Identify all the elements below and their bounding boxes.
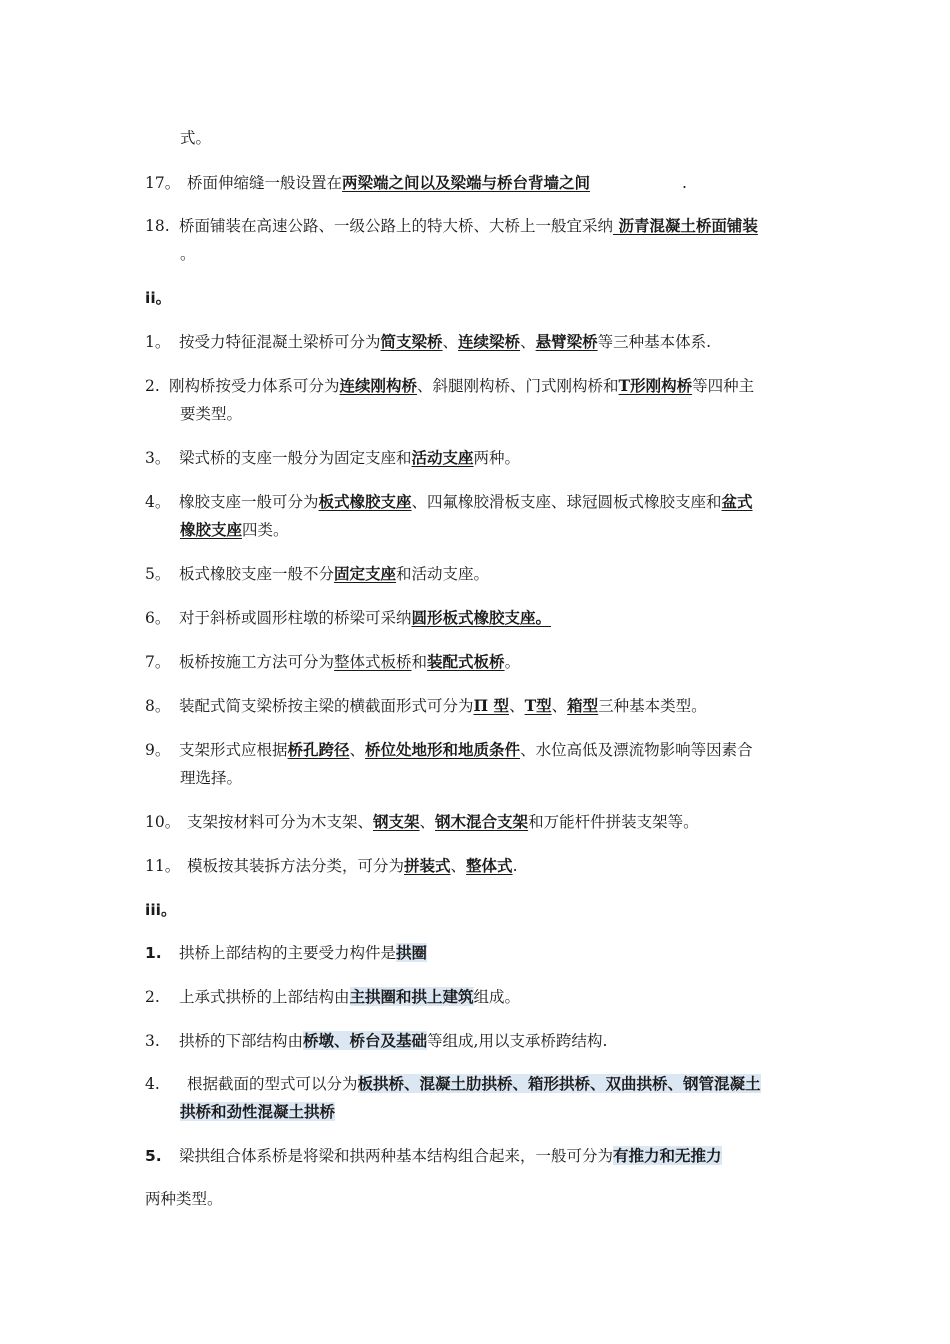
list-item <box>145 1146 722 1166</box>
text: 拱桥的下部结构由 <box>179 1032 304 1050</box>
continuation-line <box>180 520 289 540</box>
highlighted-answer: 板拱桥、混凝土肋拱桥、箱形拱桥、双曲拱桥、钢管混凝土 <box>357 1074 761 1093</box>
answer: T形刚构桥 <box>618 376 693 395</box>
item-number: 7。 <box>145 653 171 671</box>
list-item <box>145 173 687 193</box>
answer: 连续刚构桥 <box>339 376 418 395</box>
list-item <box>145 216 758 236</box>
text: 理选择。 <box>180 769 243 787</box>
text: 橡胶支座一般可分为 <box>179 493 319 511</box>
text: 梁拱组合体系桥是将梁和拱两种基本结构组合起来，一般可分为 <box>179 1147 614 1165</box>
continuation-line <box>145 1189 223 1209</box>
answer: 整体式 <box>466 856 513 875</box>
text: 四类。 <box>242 521 289 539</box>
text: 。 <box>180 245 196 263</box>
continuation-line <box>180 404 242 424</box>
item-number: 2. <box>145 988 160 1006</box>
list-item <box>145 987 520 1007</box>
answer: T型 <box>524 696 552 715</box>
text: 三种基本类型。 <box>598 697 707 715</box>
item-number: 18. <box>145 217 170 235</box>
answer: 板式橡胶支座 <box>318 492 412 511</box>
list-item <box>145 652 520 672</box>
answer: 连续梁桥 <box>458 332 521 351</box>
highlighted-answer: 有推力和无推力 <box>613 1146 722 1165</box>
list-item <box>145 608 551 628</box>
item-number: 5。 <box>145 565 171 583</box>
item-number: 2. <box>145 377 160 395</box>
text: 板桥按施工方法可分为 <box>179 653 335 671</box>
text: 装配式简支梁桥按主梁的横截面形式可分为 <box>179 697 474 715</box>
text: 要类型。 <box>180 405 243 423</box>
answer: 沥青混凝土桥面铺装 <box>613 216 758 235</box>
text: 等四种主 <box>692 377 755 395</box>
item-number: 9。 <box>145 741 171 759</box>
answer: 悬臂梁桥 <box>535 332 598 351</box>
answer: 拼装式 <box>404 856 451 875</box>
text: 板式橡胶支座一般不分 <box>179 565 335 583</box>
text: 、 <box>349 741 366 759</box>
text: 支架形式应根据 <box>179 741 288 759</box>
answer: 简支梁桥 <box>380 332 443 351</box>
list-item <box>145 856 518 876</box>
text: . <box>682 174 687 192</box>
text: 组成。 <box>473 988 521 1006</box>
list-item <box>145 943 427 963</box>
list-item <box>145 492 753 512</box>
list-item <box>145 696 707 716</box>
highlighted-answer: 桥墩、桥台及基础 <box>303 1031 428 1050</box>
item-number: 17。 <box>145 174 181 192</box>
text: 上承式拱桥的上部结构由 <box>179 988 350 1006</box>
answer: 圆形板式橡胶支座。 <box>411 608 552 627</box>
text: 、 <box>520 333 536 351</box>
text: 、四氟橡胶滑板支座、球冠圆板式橡胶支座和 <box>411 493 722 511</box>
text: 支架按材料可分为木支架、 <box>187 813 374 831</box>
text: 、 <box>509 697 525 715</box>
text: 桥面铺装在高速公路、一级公路上的特大桥、大桥上一般宜采纳 <box>179 217 614 235</box>
answer: 活动支座 <box>411 448 474 467</box>
text: 式。 <box>180 129 212 147</box>
section-heading: iii。 <box>145 901 177 919</box>
answer: 整体式板桥 <box>334 653 412 671</box>
item-number: 1. <box>145 944 162 962</box>
list-item <box>145 564 489 584</box>
item-number: 8。 <box>145 697 171 715</box>
text: 梁式桥的支座一般分为固定支座和 <box>179 449 412 467</box>
text: 按受力特征混凝土梁桥可分为 <box>179 333 381 351</box>
item-number: 6。 <box>145 609 171 627</box>
item-number: 4。 <box>145 493 171 511</box>
answer: 桥孔跨径 <box>287 740 350 759</box>
list-item <box>145 376 754 396</box>
highlighted-answer: 拱桥和劲性混凝土拱桥 <box>180 1102 336 1121</box>
text: 和活动支座。 <box>396 565 490 583</box>
text: 和 <box>411 653 428 671</box>
list-item <box>145 448 520 468</box>
text: 模板按其装拆方法分类，可分为 <box>187 857 405 875</box>
answer: 钢支架 <box>373 812 420 831</box>
text: 。 <box>504 653 521 671</box>
text: 等组成,用以支承桥跨结构. <box>427 1032 608 1050</box>
text: 、 <box>442 333 459 351</box>
section-heading: ii。 <box>145 289 172 307</box>
text: 两种。 <box>473 449 521 467</box>
text: 对于斜桥或圆形柱墩的桥梁可采纳 <box>179 609 412 627</box>
text: . <box>512 857 518 875</box>
text: 桥面伸缩缝一般设置在 <box>187 174 343 192</box>
answer: 箱型 <box>567 696 599 715</box>
answer: 两梁端之间以及梁端与桥台背墙之间 <box>342 173 591 192</box>
answer: 桥位处地形和地质条件 <box>365 740 521 759</box>
text: 两种类型。 <box>145 1190 223 1208</box>
answer: 固定支座 <box>334 564 397 583</box>
continuation-line <box>180 768 242 788</box>
text: 、 <box>450 857 467 875</box>
list-item <box>145 332 711 352</box>
text: 等三种基本体系. <box>597 333 712 351</box>
text: 、 <box>551 697 568 715</box>
answer: 钢木混合支架 <box>435 812 529 831</box>
text: 、水位高低及漂流物影响等因素合 <box>520 741 753 759</box>
answer: 橡胶支座 <box>180 520 243 539</box>
item-number: 3. <box>145 1032 160 1050</box>
item-number: 3。 <box>145 449 171 467</box>
text: 根据截面的型式可以分为 <box>187 1075 358 1093</box>
item-number: 11。 <box>145 857 181 875</box>
answer: 盆式 <box>721 492 753 511</box>
list-item <box>145 740 753 760</box>
list-item <box>145 1074 761 1094</box>
continuation-line <box>180 128 211 148</box>
list-item <box>145 812 699 832</box>
continuation-line <box>180 1102 335 1122</box>
text: 刚构桥按受力体系可分为 <box>169 377 340 395</box>
text: 、斜腿刚构桥、门式刚构桥和 <box>417 377 619 395</box>
highlighted-answer: 主拱圈和拱上建筑 <box>349 987 474 1006</box>
continuation-line <box>180 244 196 264</box>
text: 和万能杆件拼装支架等。 <box>528 813 699 831</box>
text: 、 <box>419 813 436 831</box>
answer: Π 型 <box>473 696 510 715</box>
item-number: 4. <box>145 1075 160 1093</box>
item-number: 1。 <box>145 333 171 351</box>
text: 拱桥上部结构的主要受力构件是 <box>179 944 397 962</box>
answer: 装配式板桥 <box>427 652 505 671</box>
item-number: 10。 <box>145 813 181 831</box>
list-item <box>145 1031 607 1051</box>
item-number: 5. <box>145 1147 162 1165</box>
highlighted-answer: 拱圈 <box>396 943 428 962</box>
